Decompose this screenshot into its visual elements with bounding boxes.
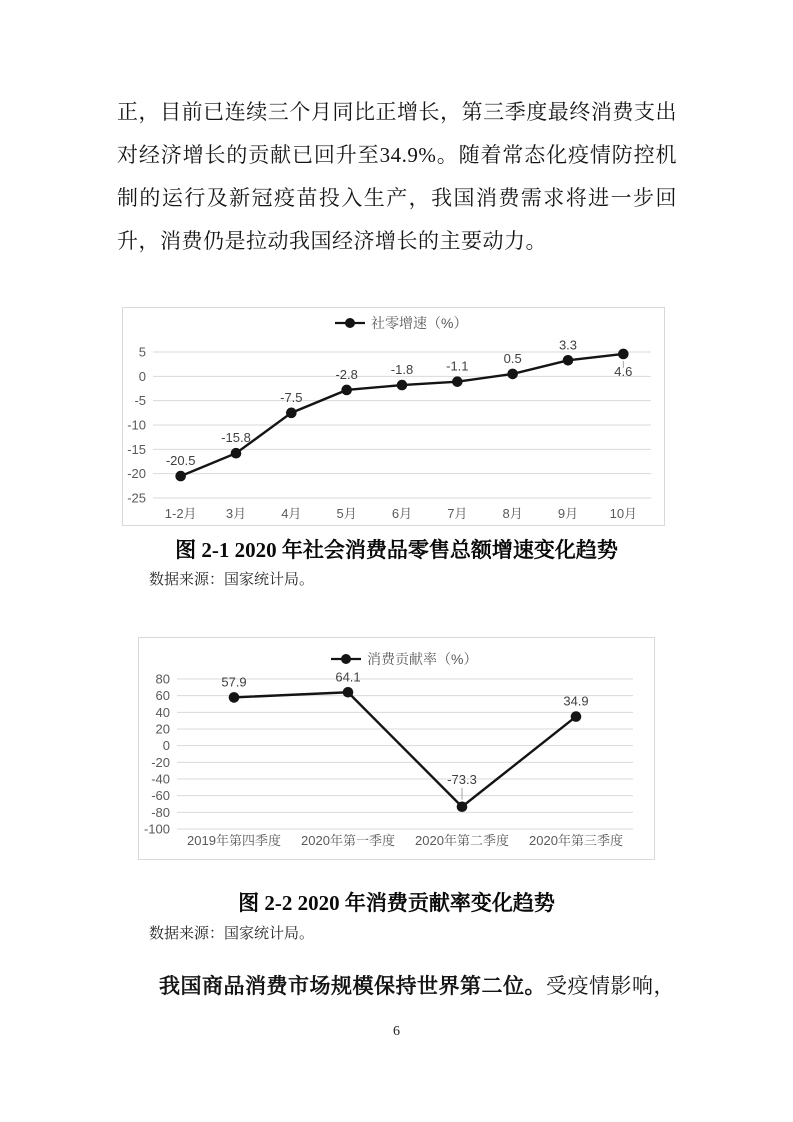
legend-label: 社零增速（%）: [371, 315, 468, 331]
y-tick-label: 20: [155, 721, 170, 737]
figure-2-1-source: 数据来源：国家统计局。: [149, 572, 315, 588]
data-label: 0.5: [503, 350, 522, 366]
data-point-marker: [286, 408, 297, 419]
data-point-marker: [618, 349, 629, 360]
paragraph-line: 对经济增长的贡献已回升至34.9%。随着常态化疫情防控机: [117, 143, 677, 167]
y-tick-label: -15: [127, 441, 146, 457]
data-label: -1.8: [390, 362, 414, 378]
data-label: 34.9: [563, 693, 589, 709]
y-tick-label: -60: [151, 788, 170, 804]
data-label: -15.8: [221, 430, 251, 446]
data-point-marker: [343, 687, 354, 698]
x-tick-label: 6月: [391, 506, 413, 521]
y-tick-label: -20: [151, 754, 170, 770]
x-tick-label: 2020年第二季度: [415, 833, 509, 848]
y-tick-label: -40: [151, 771, 170, 787]
figure-2-1-caption: 图 2-1 2020 年社会消费品零售总额增速变化趋势: [175, 538, 618, 562]
legend-dot-marker-icon: [341, 654, 351, 664]
paragraph-line: 制的运行及新冠疫苗投入生产，我国消费需求将进一步回: [117, 186, 677, 210]
paragraph-line: 升，消费仍是拉动我国经济增长的主要动力。: [117, 229, 547, 253]
x-tick-label: 4月: [281, 506, 302, 521]
data-label: 4.6: [614, 363, 633, 379]
paragraph-line: 正，目前已连续三个月同比正增长，第三季度最终消费支出: [117, 100, 677, 124]
retail-growth-line-chart: [123, 308, 662, 523]
bottom-paragraph-bold-lead: 我国商品消费市场规模保持世界第二位。: [159, 974, 546, 998]
x-tick-label: 10月: [609, 506, 638, 521]
x-tick-label: 5月: [336, 506, 357, 521]
x-tick-label: 1-2月: [164, 506, 197, 521]
chart-legend: [331, 651, 477, 667]
y-tick-label: -10: [127, 417, 146, 433]
x-tick-label: 2019年第四季度: [187, 833, 281, 848]
data-label: -20.5: [165, 453, 196, 469]
y-tick-label: -80: [151, 804, 170, 820]
figure-2-2-chart: [138, 637, 655, 860]
data-point-marker: [457, 801, 468, 812]
x-tick-label: 2020年第三季度: [529, 833, 623, 848]
y-tick-label: 60: [155, 688, 170, 704]
legend-label: 消费贡献率（%）: [367, 651, 478, 667]
bottom-paragraph-regular: 受疫情影响，: [546, 974, 675, 998]
y-tick-label: 5: [138, 344, 146, 360]
bottom-paragraph: [117, 965, 679, 1008]
figure-2-1-chart: [122, 307, 665, 526]
x-tick-label: 7月: [447, 506, 468, 521]
legend-dot-marker-icon: [345, 318, 355, 328]
y-tick-label: 0: [162, 738, 170, 754]
data-label: 64.1: [335, 669, 361, 685]
page-number: 6: [393, 1024, 400, 1039]
data-point-marker: [507, 369, 518, 380]
consumption-contribution-line-chart: [139, 638, 652, 857]
y-tick-label: -25: [127, 490, 146, 506]
data-line: [234, 692, 576, 807]
top-paragraph: [117, 91, 677, 263]
y-tick-label: 0: [138, 368, 146, 384]
data-point-marker: [229, 692, 240, 703]
data-point-marker: [175, 471, 186, 482]
x-tick-label: 2020年第一季度: [301, 833, 395, 848]
data-label: -73.3: [447, 771, 477, 787]
y-tick-label: -100: [143, 821, 170, 837]
data-point-marker: [563, 355, 574, 366]
y-tick-label: 80: [155, 671, 170, 687]
figure-2-2-caption: 图 2-2 2020 年消费贡献率变化趋势: [238, 891, 555, 915]
data-point-marker: [231, 448, 242, 459]
data-point-marker: [452, 376, 463, 387]
y-tick-label: -5: [134, 393, 146, 409]
x-tick-label: 3月: [225, 506, 247, 521]
data-label: -7.5: [280, 389, 303, 405]
data-point-marker: [341, 385, 352, 396]
x-tick-label: 8月: [502, 506, 523, 521]
data-label: 57.9: [221, 674, 247, 690]
y-tick-label: 40: [155, 704, 170, 720]
data-point-marker: [397, 380, 408, 391]
y-tick-label: -20: [127, 466, 146, 482]
figure-2-2-source: 数据来源：国家统计局。: [149, 926, 315, 942]
x-tick-label: 9月: [557, 506, 579, 521]
chart-legend: [335, 315, 467, 331]
data-label: -1.1: [446, 358, 469, 374]
data-point-marker: [571, 711, 582, 722]
data-label: -2.8: [335, 366, 358, 382]
data-label: 3.3: [558, 337, 578, 353]
